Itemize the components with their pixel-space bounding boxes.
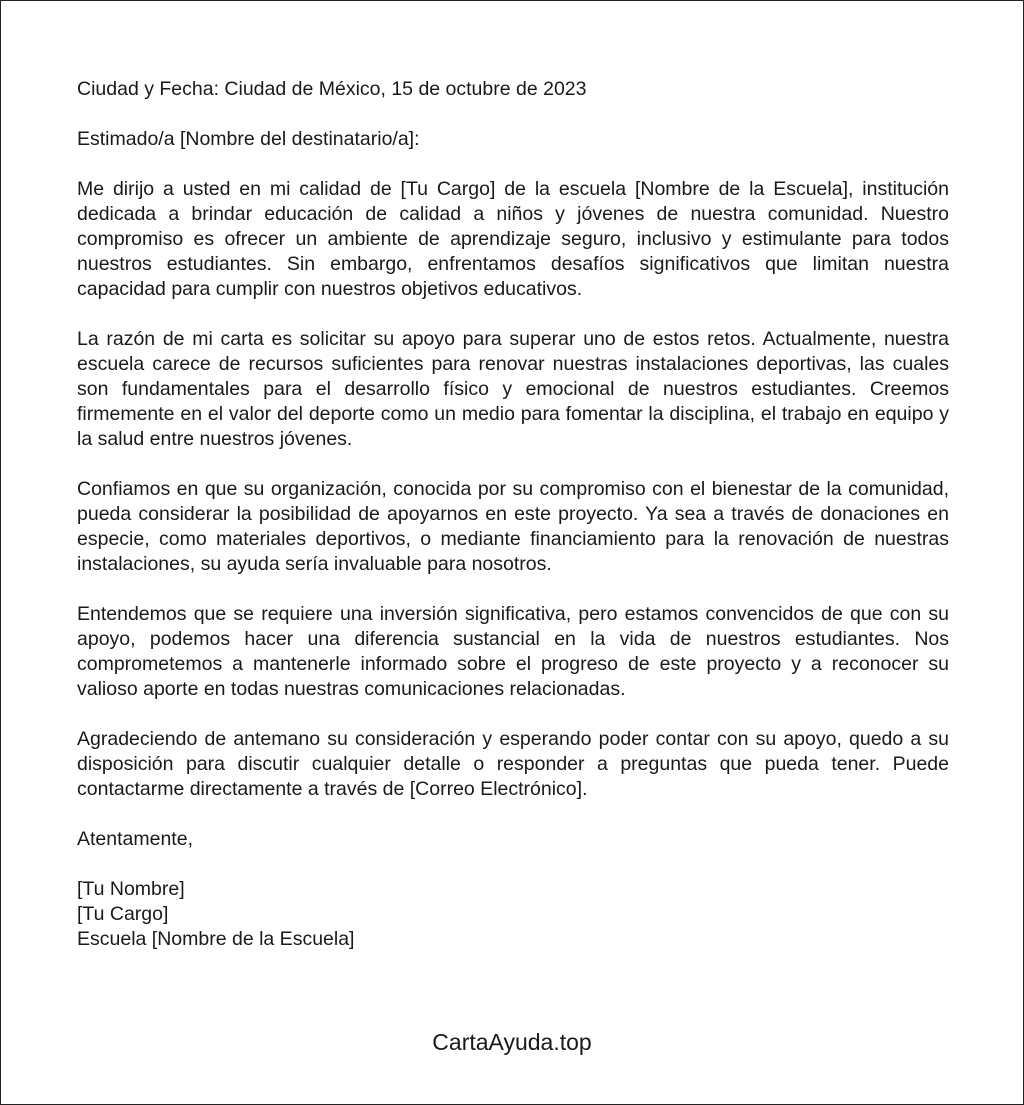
signature-school: Escuela [Nombre de la Escuela] (77, 928, 355, 950)
paragraph-introduction: Me dirijo a usted en mi calidad de [Tu Cargo] de la escuela [Nombre de la Escuela], institución dedicada a brindar educación de calidad a niños y jóvenes de nuestra comunidad. Nuestro compromiso es ofrecer un ambiente de aprendizaje seguro, inclusivo y estimulante para todos nuestros estudiantes. Sin embargo, enfrentamos desafíos significativos que limitan nuestra capacidad para cumplir con nuestros objetivos educativos. (77, 178, 949, 300)
footer-site: CartaAyuda.top (432, 1029, 592, 1055)
date-line: Ciudad y Fecha: Ciudad de México, 15 de octubre de 2023 (77, 78, 587, 100)
paragraph-commitment: Entendemos que se requiere una inversión significativa, pero estamos convencidos de que con su apoyo, podemos hacer una diferencia sustancial en la vida de nuestros estudiantes. Nos comprometemos a mantenerle informado sobre el progreso de este proyecto y a reconocer su valioso aporte en todas nuestras comunicaciones relacionadas. (77, 603, 949, 700)
paragraph-thanks: Agradeciendo de antemano su consideración y esperando poder contar con su apoyo, quedo a su disposición para discutir cualquier detalle o responder a preguntas que pueda tener. Puede contactarme directamente a través de [Correo Electrónico]. (77, 728, 949, 800)
closing: Atentamente, (77, 828, 193, 850)
salutation: Estimado/a [Nombre del destinatario/a]: (77, 128, 420, 150)
paragraph-proposal: Confiamos en que su organización, conocida por su compromiso con el bienestar de la comunidad, pueda considerar la posibilidad de apoyarnos en este proyecto. Ya sea a través de donaciones en especie, como materiales deportivos, o mediante financiamiento para la renovación de nuestras instalaciones, su ayuda sería invaluable para nosotros. (77, 478, 949, 575)
paragraph-request: La razón de mi carta es solicitar su apoyo para superar uno de estos retos. Actualmente, nuestra escuela carece de recursos suficientes para renovar nuestras instalaciones deportivas, las cuales son fundamentales para el desarrollo físico y emocional de nuestros estudiantes. Creemos firmemente en el valor del deporte como un medio para fomentar la disciplina, el trabajo en equipo y la salud entre nuestros jóvenes. (77, 328, 949, 450)
letter-body (77, 77, 949, 952)
signature-name: [Tu Nombre] (77, 878, 185, 900)
signature-block (77, 877, 949, 952)
signature-position: [Tu Cargo] (77, 903, 169, 925)
